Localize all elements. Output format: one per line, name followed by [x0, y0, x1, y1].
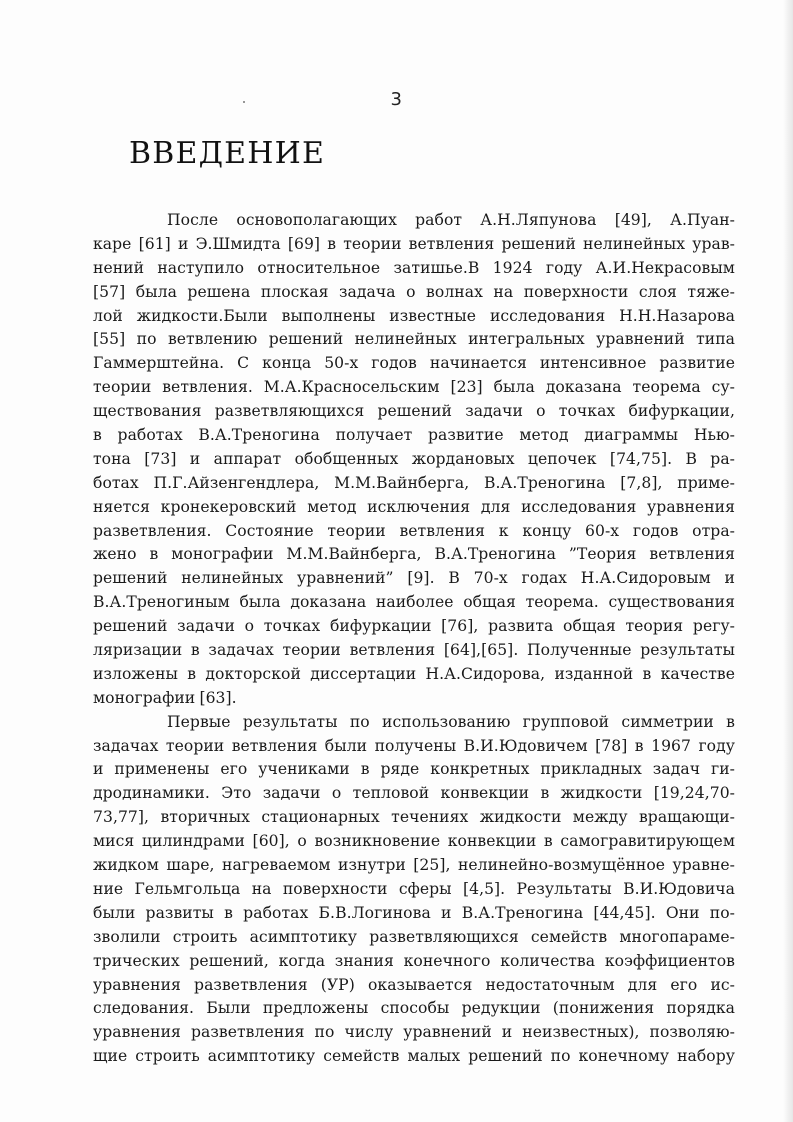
- text-line: [57] была решена плоская задача о волнах на поверхности слоя тяже-: [93, 282, 735, 301]
- body-text: [93, 209, 735, 1069]
- text-line: трических решений, когда знания конечного количества коэффициентов: [93, 951, 735, 970]
- text-line: жено в монографии М.М.Вайнберга, В.А.Треногина ”Теория ветвления: [93, 545, 735, 564]
- text-line: в работах В.А.Треногина получает развитие метод диаграммы Нью-: [93, 426, 735, 445]
- text-line: ботах П.Г.Айзенгендлера, М.М.Вайнберга, В.А.Треногина [7,8], приме-: [93, 473, 735, 492]
- text-line: ществования разветвляющихся решений задачи о точках бифуркации,: [93, 402, 735, 421]
- text-line: монографии [63].: [93, 688, 237, 707]
- paragraph-2: [93, 711, 735, 1069]
- text-line: Первые результаты по использованию групповой симметрии в: [167, 712, 735, 731]
- text-line: дродинамики. Это задачи о тепловой конвекции в жидкости [19,24,70-: [93, 784, 735, 803]
- text-line: ние Гельмгольца на поверхности сферы [4,5]. Результаты В.И.Юдовича: [93, 879, 735, 898]
- text-line: щие строить асимптотику семейств малых решений по конечному набору: [93, 1047, 735, 1066]
- text-line: Гаммерштейна. С конца 50-х годов начинается интенсивное развитие: [93, 354, 735, 373]
- text-line: [55] по ветвлению решений нелинейных интегральных уравнений типа: [93, 330, 735, 349]
- text-line: мися цилиндрами [60], о возникновение конвекции в самогравитирующем: [93, 832, 735, 851]
- text-line: решений задачи о точках бифуркации [76], развита общая теория регу-: [93, 617, 735, 636]
- text-line: нений наступило относительное затишье.В 1924 году А.И.Некрасовым: [93, 258, 735, 277]
- text-line: няется кронекеровский метод исключения для исследования уравнения: [93, 497, 735, 516]
- text-line: задачах теории ветвления были получены В.И.Юдовичем [78] в 1967 году: [93, 736, 735, 755]
- text-line: тона [73] и аппарат обобщенных жордановых цепочек [74,75]. В ра-: [93, 449, 735, 468]
- text-line: следования. Были предложены способы редукции (понижения порядка: [93, 999, 735, 1018]
- text-line: разветвления. Состояние теории ветвления к концу 60-х годов отра-: [93, 521, 735, 540]
- text-line: решений нелинейных уравнений” [9]. В 70-х годах Н.А.Сидоровым и: [93, 569, 735, 588]
- text-line: уравнения разветвления по числу уравнений и неизвестных), позволяю-: [93, 1023, 735, 1042]
- text-line: жидком шаре, нагреваемом изнутри [25], нелинейно-возмущённое уравне-: [93, 856, 735, 875]
- text-line: ляризации в задачах теории ветвления [64],[65]. Полученные результаты: [93, 641, 735, 660]
- text-line: были развиты в работах Б.В.Логинова и В.А.Треногина [44,45]. Они по-: [93, 903, 735, 922]
- text-line: 73,77], вторичных стационарных течениях жидкости между вращающи-: [93, 808, 735, 827]
- text-line: лой жидкости.Были выполнены известные исследования Н.Н.Назарова: [93, 306, 735, 325]
- text-line: каре [61] и Э.Шмидта [69] в теории ветвления решений нелинейных урав-: [93, 234, 735, 253]
- text-line: теории ветвления. М.А.Красносельским [23] была доказана теорема су-: [93, 378, 735, 397]
- paragraph-1: [93, 209, 735, 711]
- text-line: изложены в докторской диссертации Н.А.Сидорова, изданной в качестве: [93, 664, 735, 683]
- text-line: зволили строить асимптотику разветвляющихся семейств многопарамe-: [93, 927, 735, 946]
- text-line: После основополагающих работ А.Н.Ляпунова [49], А.Пуан-: [167, 211, 735, 229]
- text-line: и применены его учениками в ряде конкретных прикладных задач ги-: [93, 760, 735, 779]
- chapter-title: ВВЕДЕНИЕ: [129, 136, 326, 171]
- text-line: уравнения разветвления (УР) оказывается недостаточным для его ис-: [93, 975, 735, 994]
- page-number: 3: [390, 89, 403, 110]
- text-line: В.А.Треногиным была доказана наиболее общая теорема. существования: [93, 593, 735, 612]
- scan-shadow-edge: [783, 0, 793, 1122]
